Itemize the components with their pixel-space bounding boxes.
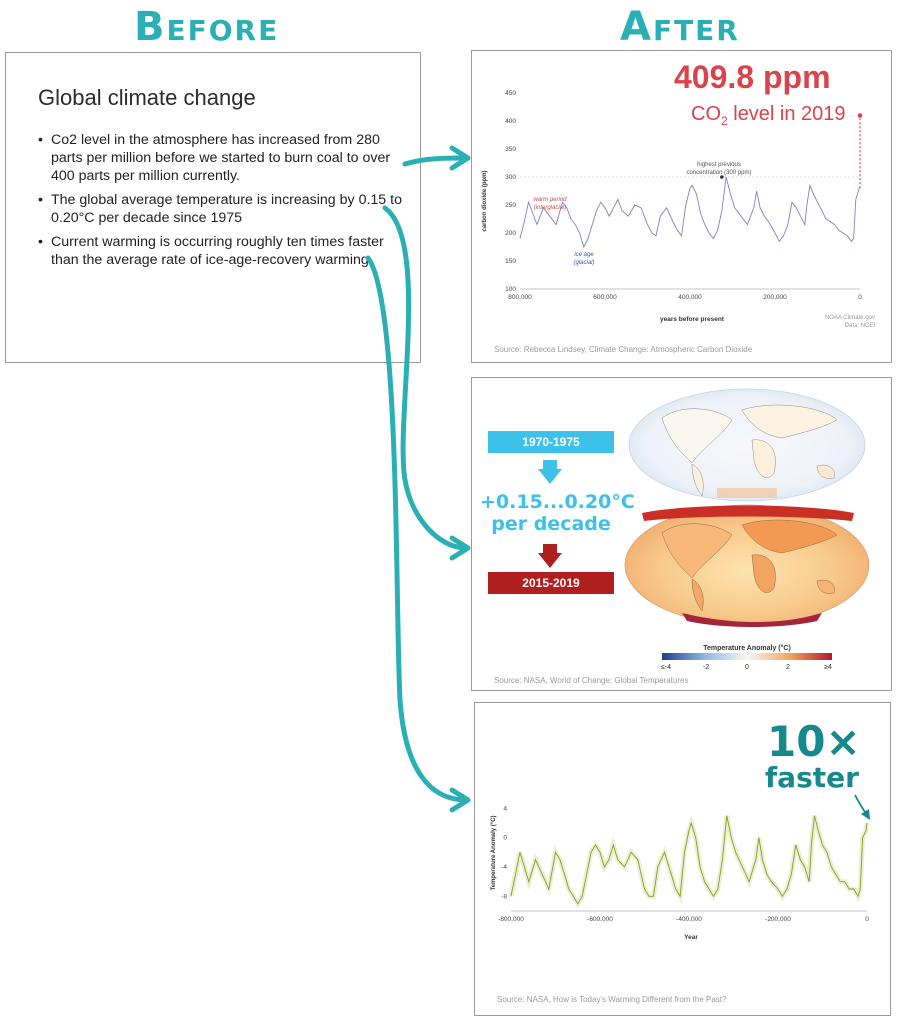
co2-caption-subscript: 2 [721, 114, 728, 128]
legend-tick-neg2: -2 [702, 664, 710, 671]
warm-period-label: warm period [533, 197, 567, 203]
faster-pointer-head-icon [861, 809, 870, 820]
warm-y-tick: -8 [501, 893, 507, 901]
arrowhead-warming-icon [452, 790, 468, 810]
co2-2019-point [858, 113, 863, 118]
ice-age-label: ice age [574, 252, 594, 258]
slide-bullets [28, 131, 410, 275]
interglacial-label: (interglacial) [533, 205, 567, 211]
co2-x-tick: 200,000 [763, 294, 787, 301]
bullet-temperature: • The global average temperature is increasing by 0.15 to 0.20°C per decade since 1975 [38, 191, 410, 227]
co2-x-axis-label: years before present [660, 316, 724, 323]
warming-rate-panel [474, 702, 891, 1016]
co2-x-tick: 400,000 [678, 294, 702, 301]
warm-y-axis-label: Temperature Anomaly (°C) [491, 815, 497, 891]
bullet-co2: • Co2 level in the atmosphere has increased from 280 parts per million before we started to burn coal to over 400 parts per million currently. [38, 131, 410, 185]
co2-chart [472, 51, 891, 362]
co2-y-tick: 450 [505, 90, 516, 97]
legend-tick-pos2: 2 [786, 664, 790, 671]
warming-source: Source: NASA, How is Today's Warming Different from the Past? [497, 995, 727, 1004]
co2-headline-caption [691, 103, 846, 128]
co2-series-line [520, 177, 859, 247]
rate-unit: per decade [491, 513, 611, 535]
warm-x-axis-label: Year [684, 934, 698, 941]
co2-y-tick: 200 [505, 230, 516, 237]
map-1970-1975 [629, 389, 865, 501]
co2-y-tick: 400 [505, 118, 516, 125]
co2-y-tick: 350 [505, 146, 516, 153]
co2-y-tick: 100 [505, 286, 516, 293]
co2-y-tick: 250 [505, 202, 516, 209]
down-arrow-icon [538, 460, 562, 484]
down-arrow-red-icon [538, 544, 562, 568]
arrowhead-temperature-icon [452, 538, 468, 558]
before-slide [5, 52, 421, 363]
year-1970-box: 1970-1975 [488, 431, 614, 453]
co2-panel [471, 50, 892, 363]
legend-tick-zero: 0 [745, 664, 749, 671]
co2-x-tick: 800,000 [508, 294, 532, 301]
warming-rate-text [480, 491, 635, 535]
warm-x-tick: -800,000 [498, 916, 524, 923]
co2-headline-value: 409.8 ppm [674, 59, 831, 95]
co2-y-tick: 150 [505, 258, 516, 265]
legend-tick-max: ≥4 [824, 664, 832, 671]
noaa-credit: NOAA Climate.gov [824, 315, 875, 321]
highest-previous-label: highest previous [697, 162, 741, 168]
co2-caption-co: CO [691, 103, 721, 125]
glacial-label: (glacial) [573, 260, 595, 266]
warm-y-tick: 0 [503, 834, 507, 842]
warm-x-tick: 0 [865, 916, 869, 923]
temperature-map-panel [471, 377, 892, 691]
world-maps [622, 388, 872, 678]
highest-concentration-label: concentration (300 ppm) [686, 170, 752, 176]
legend-tick-min: ≤-4 [660, 664, 672, 671]
co2-x-tick: 600,000 [593, 294, 617, 301]
co2-x-tick: 0 [858, 294, 862, 301]
warm-x-tick: -600,000 [587, 916, 613, 923]
temperature-source: Source: NASA, World of Change: Global Temperatures [494, 676, 689, 685]
arrowhead-co2-icon [452, 148, 468, 168]
warm-y-tick: 4 [503, 805, 507, 813]
warm-y-tick: -4 [501, 864, 507, 871]
co2-y-axis-label: carbon dioxide (ppm) [482, 170, 488, 232]
bullet-warming-rate: • Current warming is occurring roughly ten times faster than the average rate of ice-age-recovery warming [38, 233, 410, 269]
warming-chart [475, 703, 890, 1015]
faster-number: 10× [767, 717, 861, 766]
co2-y-tick: 300 [505, 174, 516, 181]
temperature-legend-bar [662, 653, 832, 660]
warm-x-tick: -400,000 [676, 916, 702, 923]
legend-title: Temperature Anomaly (°C) [703, 645, 791, 652]
rate-value: +0.15...0.20°C [480, 491, 635, 513]
co2-source: Source: Rebecca Lindsey, Climate Change: Atmospheric Carbon Dioxide [494, 345, 753, 354]
after-heading: After [620, 4, 740, 50]
co2-caption-rest: level in 2019 [727, 103, 846, 125]
ncei-credit: Data: NCEI [844, 323, 875, 329]
year-2015-box: 2015-2019 [488, 572, 614, 594]
slide-title: Global climate change [38, 85, 256, 110]
before-heading: Before [134, 4, 280, 50]
map-2015-2019 [625, 505, 869, 627]
faster-word: faster [765, 761, 859, 794]
warm-x-tick: -200,000 [765, 916, 791, 923]
